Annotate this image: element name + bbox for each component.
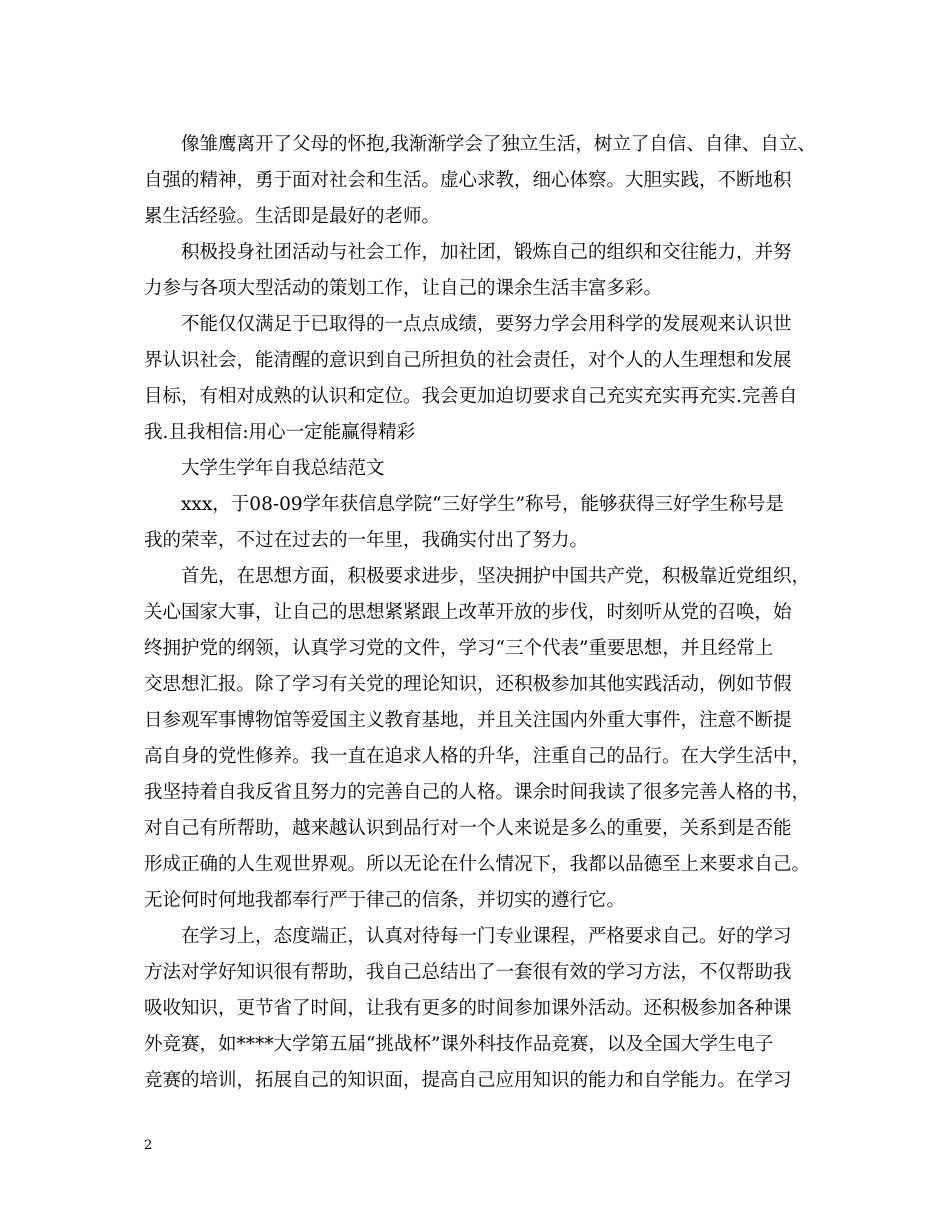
page-number: 2 xyxy=(144,1138,153,1153)
paragraph-club-activities: 积极投身社团活动与社会工作，加社团，锻炼自己的组织和交往能力，并努 力参与各项大型活动的策划工作，让自己的课余生活丰富多彩。 xyxy=(144,242,792,299)
paragraph-award-intro: xxx，于08-09学年获信息学院“三好学生”称号，能够获得三好学生称号是 我的荣幸，不过在过去的一年里，我确实付出了努力。 xyxy=(144,494,785,551)
paragraph-ideology: 首先，在思想方面，积极要求进步，坚决拥护中国共产党，积极靠近党组织， 关心国家大事，让自己的思想紧紧跟上改革开放的步伐，时刻听从党的召唤，始 终拥护党的纲领，认真学习党的文件，学习“三个代表”重要思想，并且经常上 交思想汇报。除了学习有关党的理论知识，还积极参加其他实践活动，例如节假 日参观军事博物馆等爱国主义教育基地，并且关注国内外重大事件，注意不断提 高自身的党性修养。我一直在追求人格的升华，注重自己的品行。在大学生活中， 我坚持着自我反省且努力的完善自己的人格。课余时间我读了很多完善人格的书， 对自己有所帮助，越来越认识到品行对一个人来说是多么的重要，关系到是否能 形成正确的人生观世界观。所以无论在什么情况下，我都以品德至上来要求自己。 无论何时何地我都奉行严于律己的信条，并切实的遵行它。 xyxy=(144,566,811,911)
paragraph-study: 在学习上，态度端正，认真对待每一门专业课程，严格要求自己。好的学习 方法对学好知识很有帮助，我自己总结出了一套很有效的学习方法，不仅帮助我 吸收知识，更节省了时间，让我有更多的时间参加课外活动。还积极参加各种课 外竞赛，如****大学第五届“挑战杯”课外科技作品竞赛，以及全国大学生电子 竞赛的培训，拓展自己的知识面，提高自己应用知识的能力和自学能力。在学习 xyxy=(144,926,792,1091)
paragraph-independent-life: 像雏鹰离开了父母的怀抱,我渐渐学会了独立生活，树立了自信、自律、自立、 自强的精神，勇于面对社会和生活。虚心求教，细心体察。大胆实践，不断地积 累生活经验。生活即是最好的老师。 xyxy=(144,134,816,227)
document-body xyxy=(144,127,824,1099)
section-heading: 大学生学年自我总结范文 xyxy=(181,458,385,479)
paragraph-self-improvement: 不能仅仅满足于已取得的一点点成绩，要努力学会用科学的发展观来认识世 界认识社会，能清醒的意识到自己所担负的社会责任，对个人的人生理想和发展 目标，有相对成熟的认识和定位。我会更加迫切要求自己充实充实再充实.完善自 我.且我相信:用心一定能赢得精彩 xyxy=(144,314,798,443)
